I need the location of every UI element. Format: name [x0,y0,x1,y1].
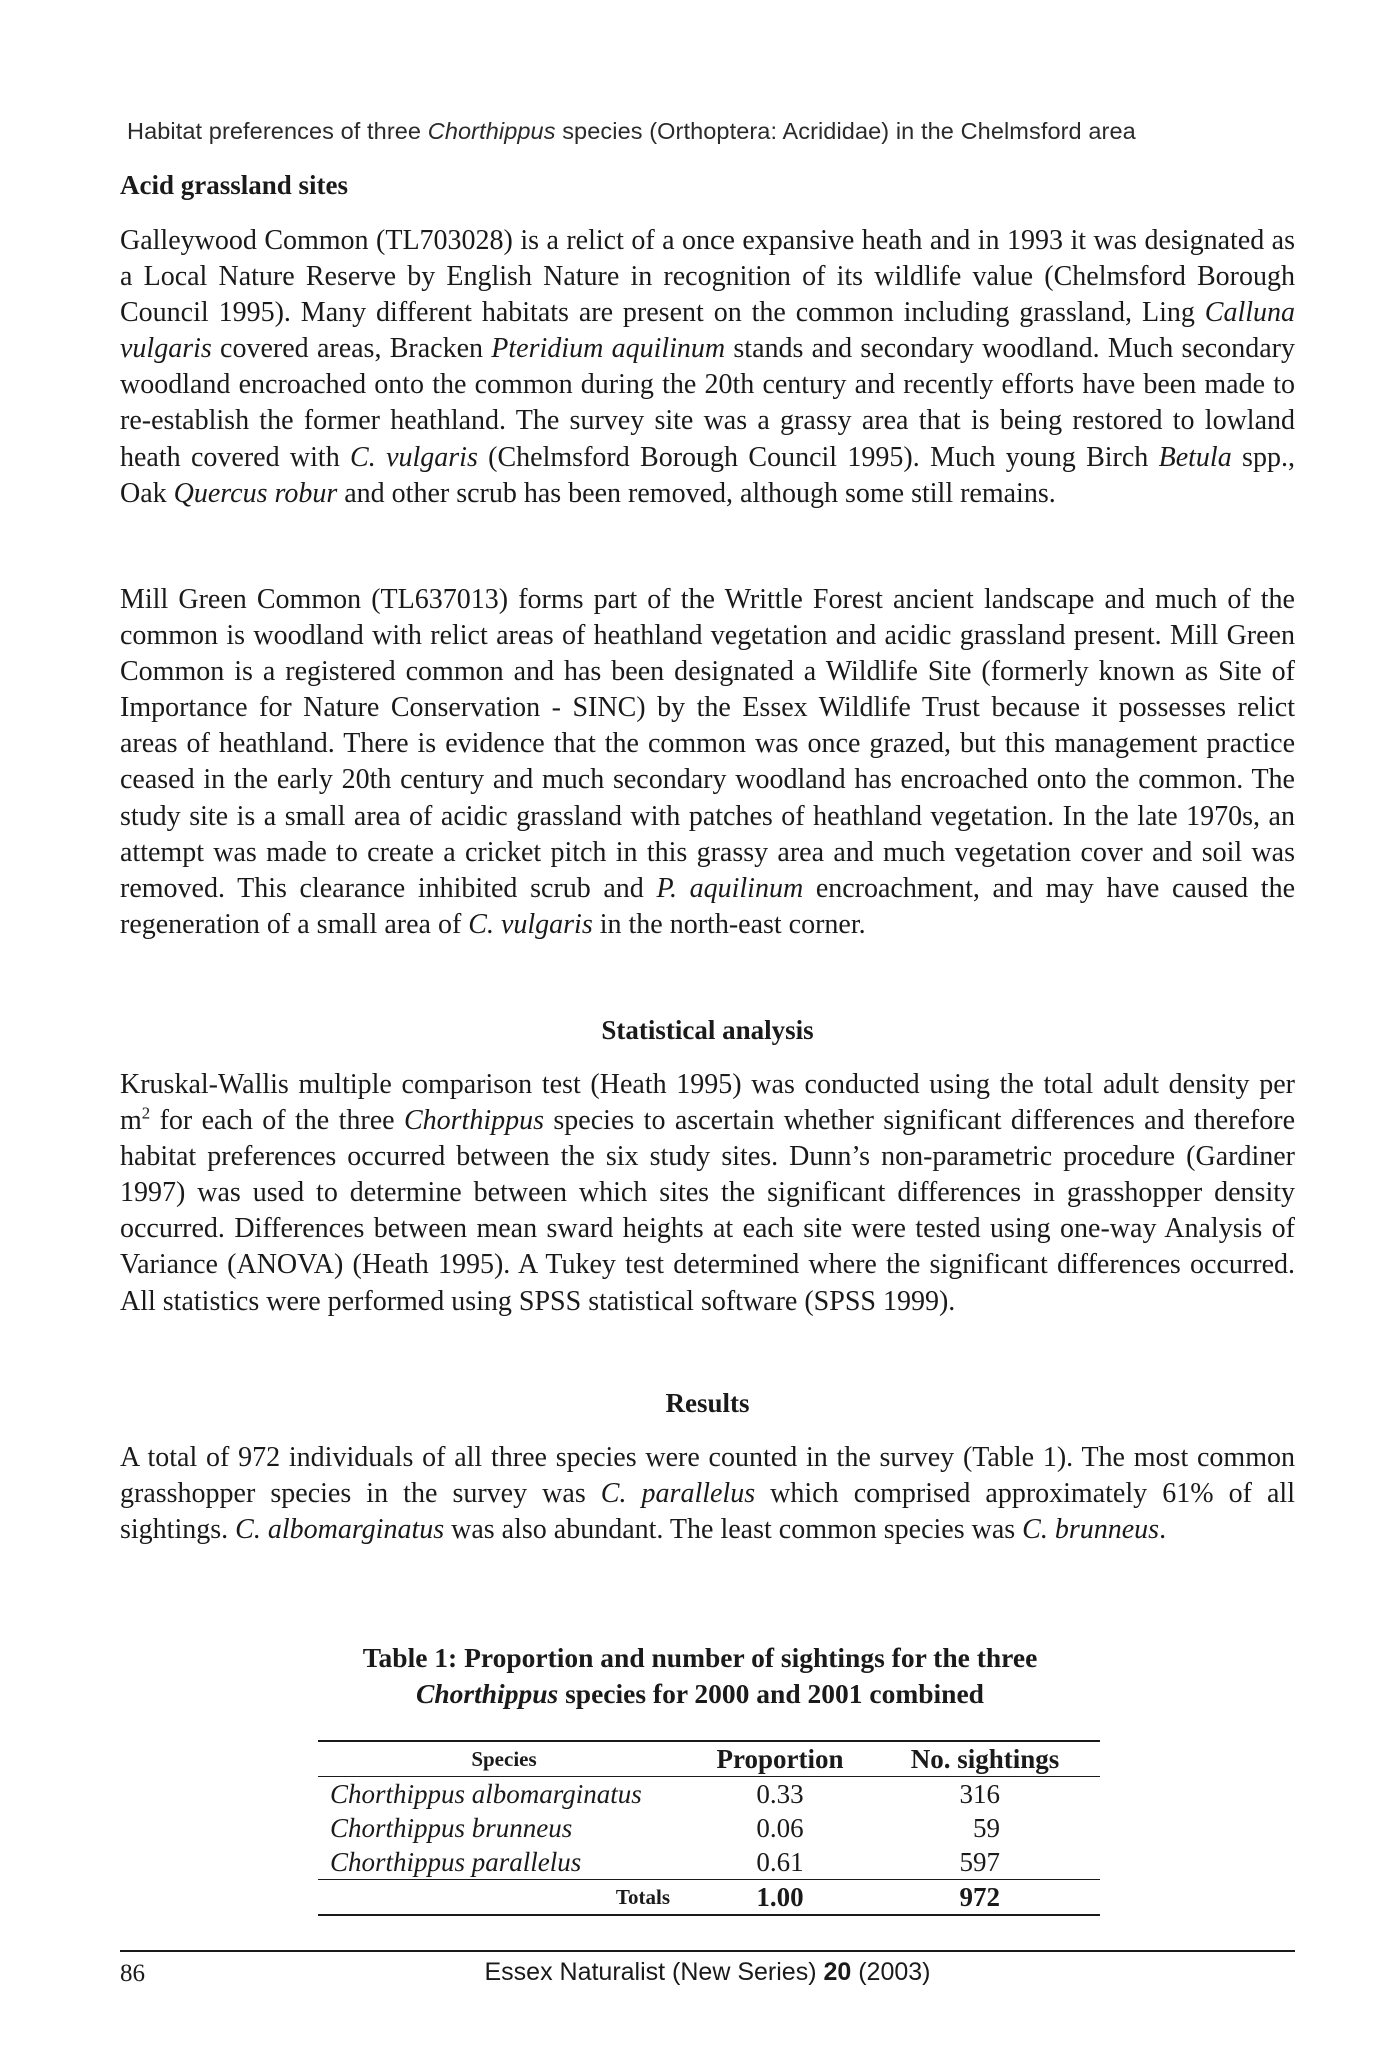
table-header-row [318,1741,1100,1777]
row-sightings: 597 [870,1845,1100,1880]
table-caption [300,1640,1100,1712]
text-run: encroachment, and may have caused the regeneration of a small area of [120,872,1295,940]
italic-term: Chorthippus [403,1105,545,1137]
mill-green-paragraph [120,582,1295,943]
row-species: Chorthippus brunneus [330,1813,573,1843]
row-sightings: 59 [973,1813,1000,1843]
text-run: Kruskal-Wallis multiple comparison test (Heath 1995) was conducted using the total adult density per m [120,1069,1295,1137]
table-caption-line2 [300,1676,1100,1712]
table-row [318,1777,1100,1812]
page-number: 86 [120,1960,145,1987]
italic-term: Pteridium aquilinum [491,333,726,365]
text-run: stands and secondary woodland. Much secondary woodland encroached onto the common during the 20th century and recently efforts have been made to re-establish the former heathland. The survey site was a grassy area that is being restored to lowland heath covered with [120,333,1295,473]
text-run: in the north-east corner. [592,908,866,940]
statistical-analysis-heading: Statistical analysis [601,1015,814,1045]
italic-term: Betula [1158,441,1232,473]
table-caption-rest: species for 2000 and 2001 combined [558,1678,984,1709]
running-head [127,118,1287,145]
text-run: and other scrub has been removed, although some still remains. [337,477,1056,509]
text-run: was also abundant. The least common species was [444,1514,1023,1546]
row-proportion: 0.33 [756,1779,804,1809]
totals-row [318,1880,1100,1916]
header-proportion: Proportion [716,1744,844,1774]
running-head-genus: Chorthippus [427,118,556,144]
sightings-table [318,1740,1100,1916]
journal-citation [120,1958,1295,1987]
totals-proportion: 1.00 [756,1882,804,1912]
journal-name: Essex Naturalist (New Series) [484,1958,824,1986]
text-run: Galleywood Common (TL703028) is a relict of a once expansive heath and in 1993 it was designated as a Local Nature Reserve by English Nature in recognition of its wildlife value (Chelmsford Borough Council 1995). Many different habitats are present on the common including grassland, Ling [120,225,1295,329]
header-species: Species [471,1747,537,1771]
italic-term: C. parallelus [600,1478,756,1510]
totals-label: Totals [615,1885,670,1909]
superscript: 2 [141,1103,151,1123]
italic-term: C. albomarginatus [235,1514,445,1546]
footer-rule [120,1950,1295,1952]
running-head-post: species (Orthoptera: Acrididae) in the Chelmsford area [555,118,1136,144]
journal-volume: 20 [823,1958,852,1986]
statistical-analysis-paragraph [120,1067,1295,1320]
header-sightings: No. sightings [910,1744,1060,1774]
text-run: Mill Green Common (TL637013) forms part of the Writtle Forest ancient landscape and much of the common is woodland with relict areas of heathland vegetation and acidic grassland present. Mill Green Common is a registered common and has been designated a Wildlife Site (formerly known as Site of Importance for Nature Conservation - SINC) by the Essex Wildlife Trust because it possesses relict areas of heathland. There is evidence that the common was once grazed, but this management practice ceased in the early 20th century and much secondary woodland has encroached onto the common. The study site is a small area of acidic grassland with patches of heathland vegetation. In the late 1970s, an attempt was made to create a cricket pitch in this grassy area and much vegetation cover and soil was removed. This clearance inhibited scrub and [120,584,1295,904]
results-paragraph [120,1440,1295,1548]
row-species: Chorthippus parallelus [318,1845,690,1880]
text-run: A total of 972 individuals of all three species were counted in the survey (Table 1). The most common grasshopper species in the survey was [120,1442,1295,1510]
text-run: which comprised approximately 61% of all sightings. [120,1478,1295,1546]
totals-sightings: 972 [959,1882,1000,1912]
text-run: species to ascertain whether significant differences and therefore habitat preferences occurred between the six study sites. Dunn’s non-parametric procedure (Gardiner 1997) was used to determine between which sites the significant differences in grasshopper density occurred. Differences between mean sward heights at each site were tested using one-way Analysis of Variance (ANOVA) (Heath 1995). A Tukey test determined where the significant differences occurred. All statistics were performed using SPSS statistical software (SPSS 1999). [120,1105,1295,1317]
text-run: . [1159,1514,1167,1546]
italic-term: Calluna vulgaris [120,297,1295,365]
table-caption-genus: Chorthippus [416,1678,559,1709]
italic-term: P. aquilinum [656,872,804,904]
journal-year: (2003) [851,1958,931,1986]
galleywood-paragraph [120,223,1295,512]
text-run: (Chelmsford Borough Council 1995). Much young Birch [477,441,1159,473]
acid-grassland-heading: Acid grassland sites [120,170,349,200]
table-row [318,1811,1100,1845]
italic-term: Quercus robur [173,477,338,509]
italic-term: C. vulgaris [350,441,478,473]
italic-term: C. vulgaris [468,908,593,940]
results-heading: Results [665,1388,750,1418]
running-head-pre: Habitat preferences of three [127,118,428,144]
row-sightings: 316 [959,1779,1000,1809]
row-species: Chorthippus albomarginatus [330,1779,642,1809]
table-caption-line1: Table 1: Proportion and number of sightings for the three [362,1642,1038,1673]
row-proportion: 0.61 [690,1845,870,1880]
text-run: spp., Oak [120,441,1295,509]
text-run: for each of the three [150,1105,404,1137]
text-run: covered areas, Bracken [211,333,492,365]
table-row [318,1845,1100,1880]
italic-term: C. brunneus [1022,1514,1160,1546]
row-proportion: 0.06 [756,1813,804,1843]
